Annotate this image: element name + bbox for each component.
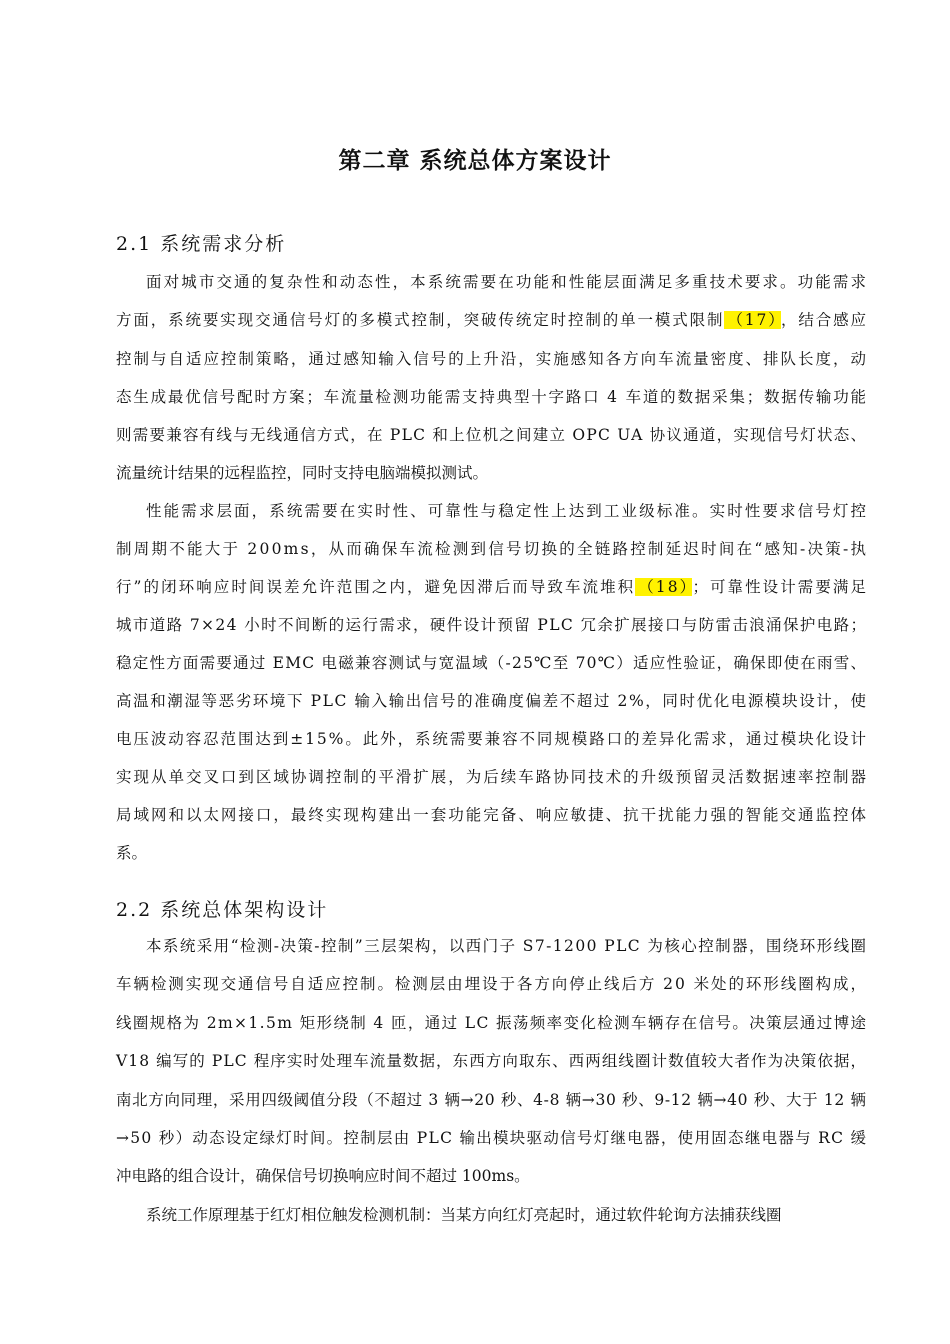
line-segment: ；可靠性设计需要满足 — [692, 578, 869, 596]
paragraph-line: 局域网和以太网接口，最终实现构建出一套功能完备、响应敏捷、抗干扰能力强的智能交通监控体 — [116, 806, 868, 824]
paragraph-line: 高温和潮湿等恶劣环境下 PLC 输入输出信号的准确度偏差不超过 2%，同时优化电源模块设计，使 — [116, 692, 868, 710]
paragraph-line: 实现从单交叉口到区域协调控制的平滑扩展，为后续车路协同技术的升级预留灵活数据速率控制器 — [116, 768, 868, 786]
paragraph-line: 态生成最优信号配时方案；车流量检测功能需支持典型十字路口 4 车道的数据采集；数据传输功能 — [116, 388, 868, 406]
citation-highlight: （18） — [635, 578, 692, 596]
line-segment: 行”的闭环响应时间误差允许范围之内，避免因滞后而导致车流堆积 — [116, 578, 636, 596]
paragraph-line — [116, 308, 868, 332]
paragraph-line: 则需要兼容有线与无线通信方式，在 PLC 和上位机之间建立 OPC UA 协议通道，实现信号灯状态、 — [116, 426, 868, 444]
section-heading-2-2: 2.2 系统总体架构设计 — [116, 899, 329, 921]
paragraph-line: 本系统采用“检测-决策-控制”三层架构，以西门子 S7-1200 PLC 为核心控制器，围绕环形线圈 — [146, 937, 868, 955]
line-segment: ，结合感应 — [780, 311, 868, 329]
paragraph-line: 性能需求层面，系统需要在实时性、可靠性与稳定性上达到工业级标准。实时性要求信号灯控 — [146, 502, 869, 520]
section-heading-2-1: 2.1 系统需求分析 — [116, 233, 287, 255]
paragraph-line: →50 秒）动态设定绿灯时间。控制层由 PLC 输出模块驱动信号灯继电器，使用固态继电器与 RC 缓 — [116, 1129, 868, 1147]
paragraph-line: 制周期不能大于 200ms，从而确保车流检测到信号切换的全链路控制延迟时间在“感知-决策-执 — [116, 540, 869, 558]
paragraph-line: V18 编写的 PLC 程序实时处理车流量数据，东西方向取东、西两组线圈计数值较大者作为决策依据， — [116, 1052, 868, 1070]
paragraph-line: 城市道路 7×24 小时不间断的运行需求，硬件设计预留 PLC 冗余扩展接口与防雷击浪涌保护电路； — [116, 616, 868, 634]
paragraph-line: 流量统计结果的远程监控，同时支持电脑端模拟测试。 — [116, 464, 489, 482]
paragraph-line: 稳定性方面需要通过 EMC 电磁兼容测试与宽温域（-25℃至 70℃）适应性验证，确保即使在雨雪、 — [116, 654, 868, 672]
paragraph-line: 系统工作原理基于红灯相位触发检测机制：当某方向红灯亮起时，通过软件轮询方法捕获线圈 — [146, 1206, 782, 1224]
paragraph-line — [116, 575, 868, 599]
paragraph-line: 南北方向同理，采用四级阈值分段（不超过 3 辆→20 秒、4-8 辆→30 秒、9-12 辆→40 秒、大于 12 辆 — [116, 1091, 867, 1109]
paragraph-line: 面对城市交通的复杂性和动态性，本系统需要在功能和性能层面满足多重技术要求。功能需求 — [146, 273, 869, 291]
chapter-title: 第二章 系统总体方案设计 — [338, 148, 612, 174]
paragraph-line: 系。 — [116, 844, 148, 862]
citation-highlight: （17） — [724, 311, 781, 329]
paragraph-line: 电压波动容忍范围达到±15%。此外，系统需要兼容不同规模路口的差异化需求，通过模块化设计 — [116, 730, 868, 748]
paragraph-line: 线圈规格为 2m×1.5m 矩形绕制 4 匝，通过 LC 振荡频率变化检测车辆存在信号。决策层通过博途 — [116, 1014, 868, 1032]
paragraph-line: 控制与自适应控制策略，通过感知输入信号的上升沿，实施感知各方向车流量密度、排队长度，动 — [116, 350, 868, 368]
paragraph-line: 冲电路的组合设计，确保信号切换响应时间不超过 100ms。 — [116, 1167, 530, 1185]
paragraph-line: 车辆检测实现交通信号自适应控制。检测层由埋设于各方向停止线后方 20 米处的环形线圈构成， — [116, 975, 868, 993]
line-segment: 方面，系统要实现交通信号灯的多模式控制，突破传统定时控制的单一模式限制 — [116, 311, 725, 329]
